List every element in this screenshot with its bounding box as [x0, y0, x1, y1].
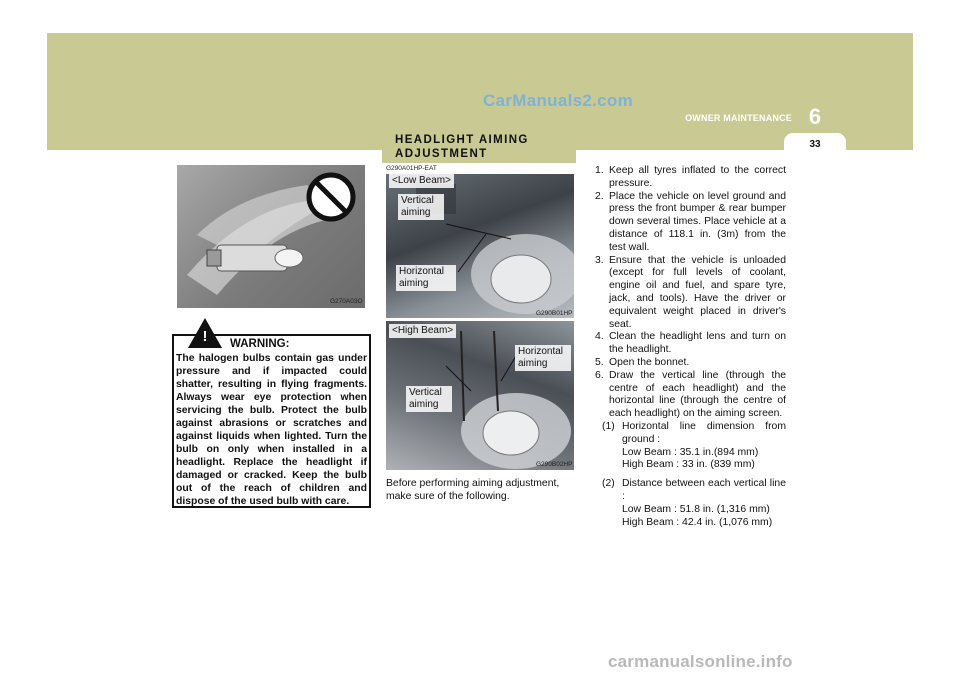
- low-beam-label: <Low Beam>: [389, 174, 454, 188]
- warning-text: The halogen bulbs contain gas under pressure and if impacted could shatter, resulting in flying fragments. Always wear eye protection when servicing the bulb. Protect the bulb against abrasions or scratches and against liquids when lighted. Turn the bulb on only when installed in a headlight. Replace the headlight if damaged or cracked. Keep the bulb out of the reach of children and dispose of the used bulb with care.: [176, 353, 367, 507]
- sub-low-beam: Low Beam : 35.1 in.(894 mm): [622, 446, 759, 458]
- step-number: 3.: [595, 254, 604, 266]
- warning-icon-mark: !: [202, 328, 208, 345]
- low-beam-photo-code: G290B01HP: [536, 310, 573, 317]
- list-item: [592, 191, 786, 255]
- list-item: [592, 370, 786, 421]
- list-item: [592, 165, 786, 191]
- site-logo[interactable]: CarManuals2.com: [483, 91, 633, 110]
- prohibited-icon: [177, 165, 365, 308]
- step-number: 4.: [595, 331, 604, 343]
- sub-high-beam: High Beam : 42.4 in. (1,076 mm): [622, 516, 773, 528]
- step-text: Draw the vertical line (through the centre of each headlight) and the horizontal line (through the centre of each headlight) on the aiming screen.: [609, 369, 786, 420]
- high-beam-photo-code: G290B02HP: [536, 461, 573, 468]
- step-number: 5.: [595, 356, 604, 368]
- list-item: [592, 331, 786, 357]
- warning-heading: WARNING:: [230, 338, 290, 350]
- steps-list: [592, 165, 786, 529]
- sub-heading: Horizontal line dimension from ground :: [622, 420, 786, 445]
- bulb-photo: [177, 165, 365, 308]
- list-item: [592, 357, 786, 370]
- step-text: Place the vehicle on level ground and press the front bumper & rear bumper down several times. Place vehicle at a distance of 118.1 in. (3m) from the test wall.: [609, 190, 786, 253]
- step-text: Ensure that the vehicle is unloaded (except for full levels of coolant, engine oil and fuel, and spare tyre, jack, and tools). Have the driver or equivalent weight placed in driver's seat.: [609, 254, 786, 330]
- sub-item-vertical: [592, 478, 786, 529]
- step-number: 2.: [595, 190, 604, 202]
- page-title: HEADLIGHT AIMING ADJUSTMENT: [395, 134, 529, 160]
- high-beam-label: <High Beam>: [389, 324, 456, 338]
- high-beam-horizontal-label: Horizontal aiming: [515, 345, 571, 371]
- section-number: 6: [808, 104, 822, 129]
- section-title: OWNER MAINTENANCE: [685, 113, 792, 123]
- step-text: Clean the headlight lens and turn on the headlight.: [609, 331, 786, 356]
- sub-high-beam: High Beam : 33 in. (839 mm): [622, 459, 755, 471]
- low-beam-vertical-label: Vertical aiming: [398, 194, 444, 220]
- sub-low-beam: Low Beam : 51.8 in. (1,316 mm): [622, 503, 770, 515]
- page-number: 33: [809, 139, 821, 150]
- footer-logo[interactable]: carmanualsonline.info: [608, 652, 793, 671]
- sub-number: (1): [602, 420, 615, 432]
- step-text: Keep all tyres inflated to the correct pressure.: [609, 165, 786, 189]
- low-beam-horizontal-label: Horizontal aiming: [396, 265, 456, 291]
- high-beam-vertical-label: Vertical aiming: [406, 386, 452, 412]
- intro-text: Before performing aiming adjustment, make sure of the following.: [386, 478, 560, 502]
- list-item: [592, 255, 786, 332]
- bulb-photo-code: G270A03O: [330, 298, 363, 305]
- sub-number: (2): [602, 478, 615, 490]
- step-text: Open the bonnet.: [609, 356, 690, 368]
- sub-item-horizontal: [592, 421, 786, 472]
- step-number: 1.: [595, 165, 604, 176]
- sub-heading: Distance between each vertical line :: [622, 478, 786, 502]
- step-number: 6.: [595, 369, 604, 381]
- document-code: G290A01HP-EAT: [386, 165, 437, 172]
